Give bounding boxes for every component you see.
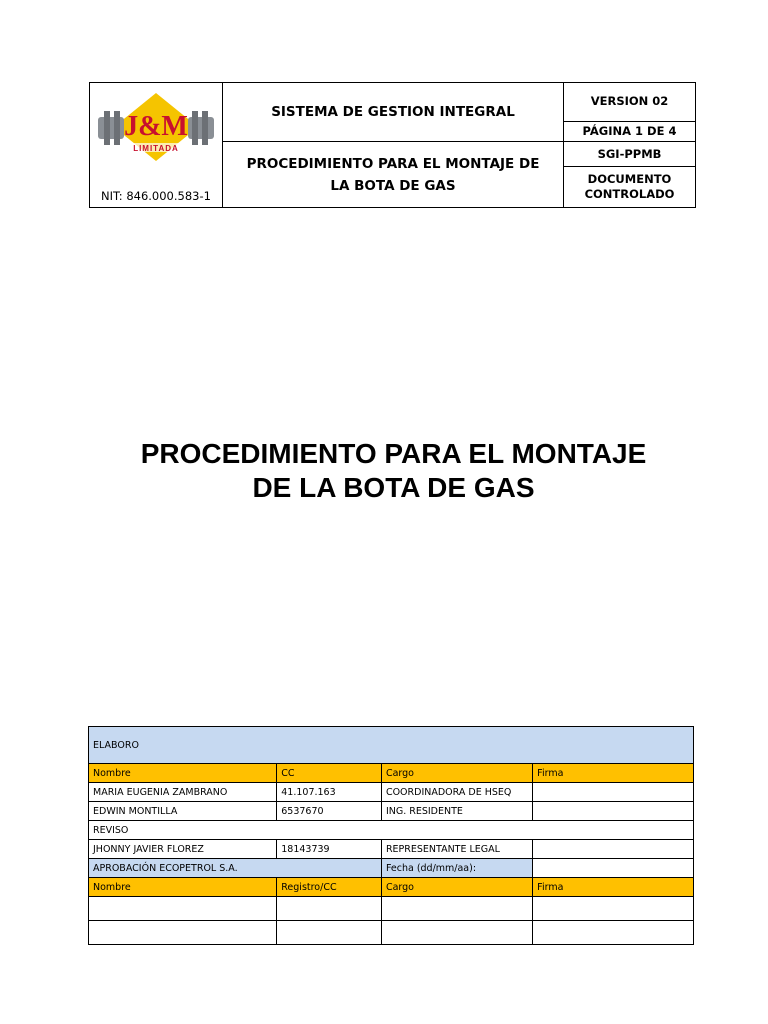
nit-number: NIT: 846.000.583-1	[101, 189, 211, 203]
procedure-title-line1: PROCEDIMIENTO PARA EL MONTAJE DE	[246, 155, 540, 172]
status-line2: CONTROLADO	[584, 187, 675, 202]
cell-cc: 6537670	[277, 802, 382, 821]
header-firma-2: Firma	[533, 878, 694, 897]
procedure-title-cell	[223, 142, 564, 208]
table-row	[89, 840, 694, 859]
cell-cargo: COORDINADORA DE HSEQ	[381, 783, 532, 802]
table-row	[89, 921, 694, 945]
cell-cargo: ING. RESIDENTE	[381, 802, 532, 821]
document-header-table	[89, 82, 696, 208]
procedure-title-line2: LA BOTA DE GAS	[330, 177, 456, 194]
ecopetrol-heading: APROBACIÓN ECOPETROL S.A.	[89, 859, 382, 878]
table-row	[89, 802, 694, 821]
document-title-line2: DE LA BOTA DE GAS	[252, 472, 535, 503]
fecha-label: Fecha (dd/mm/aa):	[381, 859, 532, 878]
cell-firma	[533, 802, 694, 821]
status-cell	[564, 167, 696, 208]
page-cell: PÁGINA 1 DE 4	[564, 121, 696, 141]
jm-logo-icon	[90, 91, 222, 163]
empty-cell	[277, 897, 382, 921]
empty-cell	[533, 897, 694, 921]
cell-name: JHONNY JAVIER FLOREZ	[89, 840, 277, 859]
document-title-line1: PROCEDIMIENTO PARA EL MONTAJE	[140, 438, 647, 469]
reviso-heading: REVISO	[89, 821, 694, 840]
status-line1: DOCUMENTO	[587, 172, 672, 187]
header-nombre-2: Nombre	[89, 878, 277, 897]
fecha-value	[533, 859, 694, 878]
version-cell: VERSION 02	[564, 83, 696, 122]
cell-cc: 18143739	[277, 840, 382, 859]
table-row	[89, 897, 694, 921]
empty-cell	[277, 921, 382, 945]
cell-name: MARIA EUGENIA ZAMBRANO	[89, 783, 277, 802]
header-registro: Registro/CC	[277, 878, 382, 897]
header-cc: CC	[277, 764, 382, 783]
cell-firma	[533, 840, 694, 859]
system-title: SISTEMA DE GESTION INTEGRAL	[223, 83, 564, 142]
cell-name: EDWIN MONTILLA	[89, 802, 277, 821]
empty-cell	[89, 921, 277, 945]
empty-cell	[533, 921, 694, 945]
header-cargo: Cargo	[381, 764, 532, 783]
logo-cell	[90, 83, 223, 208]
elaboro-heading: ELABORO	[89, 727, 694, 764]
empty-cell	[381, 897, 532, 921]
empty-cell	[89, 897, 277, 921]
logo-sub-text: LIMITADA	[133, 144, 179, 153]
empty-cell	[381, 921, 532, 945]
cell-cc: 41.107.163	[277, 783, 382, 802]
table-row	[89, 783, 694, 802]
header-nombre: Nombre	[89, 764, 277, 783]
company-logo	[90, 91, 222, 163]
document-title	[0, 437, 768, 505]
approval-table	[88, 726, 694, 945]
cell-cargo: REPRESENTANTE LEGAL	[381, 840, 532, 859]
header-firma: Firma	[533, 764, 694, 783]
code-cell: SGI-PPMB	[564, 142, 696, 167]
header-cargo-2: Cargo	[381, 878, 532, 897]
logo-brand-text: J&M	[124, 111, 188, 142]
cell-firma	[533, 783, 694, 802]
